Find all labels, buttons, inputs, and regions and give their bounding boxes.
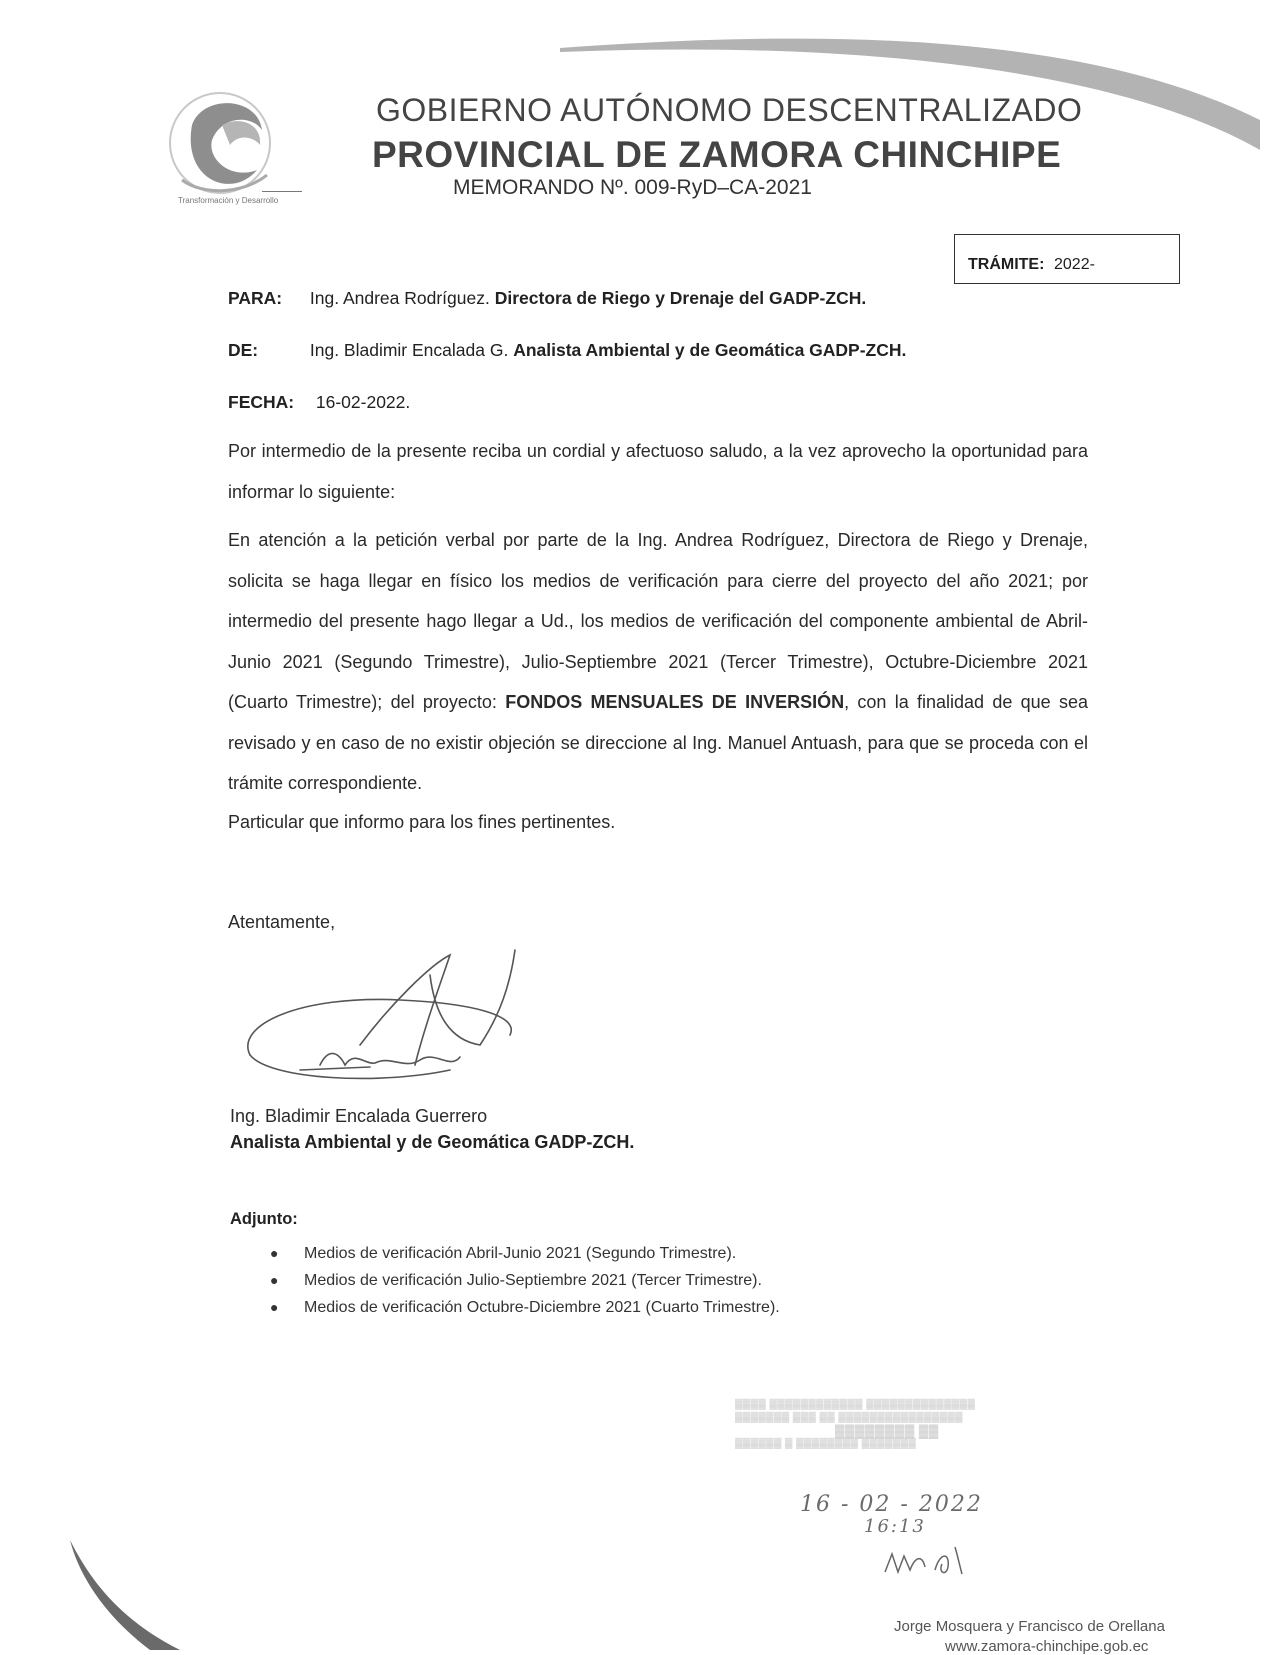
de-title: Analista Ambiental y de Geomática GADP-ZCH. — [513, 340, 907, 360]
body-paragraph-2 — [228, 520, 1088, 804]
body-paragraph-2-text: En atención a la petición verbal por parte de la Ing. Andrea Rodríguez, Directora de Riego y Drenaje, solicita se haga llegar en físico los medios de verificación para cierre del proyecto del año 2021; por intermedio del presente hago llegar a Ud., los medios de verificación del componente ambiental de Abril-Junio 2021 (Segundo Trimestre), Julio-Septiembre 2021 (Tercer Trimestre), Octubre-Diciembre 2021 (Cuarto Trimestre); del proyecto: — [228, 530, 1088, 712]
reception-time: 16:13 — [864, 1516, 926, 1537]
body-paragraph-3: Particular que informo para los fines pertinentes. — [228, 812, 616, 832]
salutation: Atentamente, — [228, 912, 336, 932]
para-name: Ing. Andrea Rodríguez. — [309, 288, 490, 308]
para-title: Directora de Riego y Drenaje del GADP-ZCH. — [494, 288, 867, 308]
body-paragraph-1: Por intermedio de la presente reciba un cordial y afectuoso saludo, a la vez aprovecho la oportunidad para informar lo siguiente: — [228, 441, 1088, 502]
para-label: PARA: — [228, 288, 283, 308]
de-field — [228, 340, 906, 361]
memo-number: MEMORANDO Nº. 009-RyD–CA-2021 — [453, 176, 812, 199]
de-name: Ing. Bladimir Encalada G. — [309, 340, 509, 360]
fecha-field — [228, 392, 410, 413]
attachment-list — [264, 1240, 780, 1321]
tramite-label: TRÁMITE: — [968, 256, 1045, 273]
footer-swoosh-decoration — [60, 1540, 180, 1650]
attachment-item — [264, 1267, 780, 1294]
attachment-item-text: Medios de verificación Julio-Septiembre 2021 (Tercer Trimestre). — [304, 1272, 762, 1289]
provincial-logo-icon — [162, 85, 292, 205]
body-paragraph-2-text-end: , con la finalidad de que sea revisado y en caso de no existir objeción se direccione al Ing. Manuel Antuash, para que se proceda con el trámite correspondiente. — [228, 692, 1088, 793]
handwritten-signature — [240, 945, 570, 1095]
reception-stamp: ▓▓▓▓ ▓▓▓▓▓▓▓▓▓▓▓▓ ▓▓▓▓▓▓▓▓▓▓▓▓▓▓ ▓▓▓▓▓▓▓ ▓▓▓ ▓▓ ▓▓▓▓▓▓▓▓▓▓▓▓▓▓▓▓ ▓▓▓▓▓▓▓▓ ▓▓ ▓▓▓▓▓▓ ▓ ▓▓▓▓▓▓▓▓ ▓▓▓▓▓▓▓ — [735, 1399, 976, 1449]
reception-initials — [880, 1542, 980, 1582]
bullet-icon: ● — [270, 1245, 279, 1261]
footer-address: Jorge Mosquera y Francisco de Orellana — [894, 1618, 1165, 1635]
attachment-item-text: Medios de verificación Abril-Junio 2021 (Segundo Trimestre). — [304, 1245, 737, 1262]
header-title-line1: GOBIERNO AUTÓNOMO DESCENTRALIZADO — [376, 92, 1083, 128]
adjunto-label: Adjunto: — [230, 1210, 298, 1228]
tramite-value: 2022- — [1054, 256, 1095, 273]
signer-title: Analista Ambiental y de Geomática GADP-ZCH. — [230, 1132, 635, 1152]
signer-name: Ing. Bladimir Encalada Guerrero — [230, 1106, 488, 1126]
header-title-line2: PROVINCIAL DE ZAMORA CHINCHIPE — [372, 134, 1062, 175]
project-name: FONDOS MENSUALES DE INVERSIÓN — [505, 692, 845, 712]
bullet-icon: ● — [270, 1272, 279, 1288]
attachment-item — [264, 1240, 780, 1267]
attachment-item — [264, 1294, 780, 1321]
fecha-label: FECHA: — [228, 392, 295, 412]
logo-tagline: Transformación y Desarrollo — [178, 196, 279, 205]
fecha-value: 16-02-2022. — [315, 392, 411, 412]
bullet-icon: ● — [270, 1299, 279, 1315]
attachment-item-text: Medios de verificación Octubre-Diciembre 2021 (Cuarto Trimestre). — [304, 1299, 780, 1316]
de-label: DE: — [228, 340, 259, 360]
footer-website: www.zamora-chinchipe.gob.ec — [945, 1638, 1149, 1655]
logo-divider — [262, 191, 302, 192]
para-field — [228, 288, 866, 309]
reception-date: 16 - 02 - 2022 — [800, 1492, 983, 1517]
